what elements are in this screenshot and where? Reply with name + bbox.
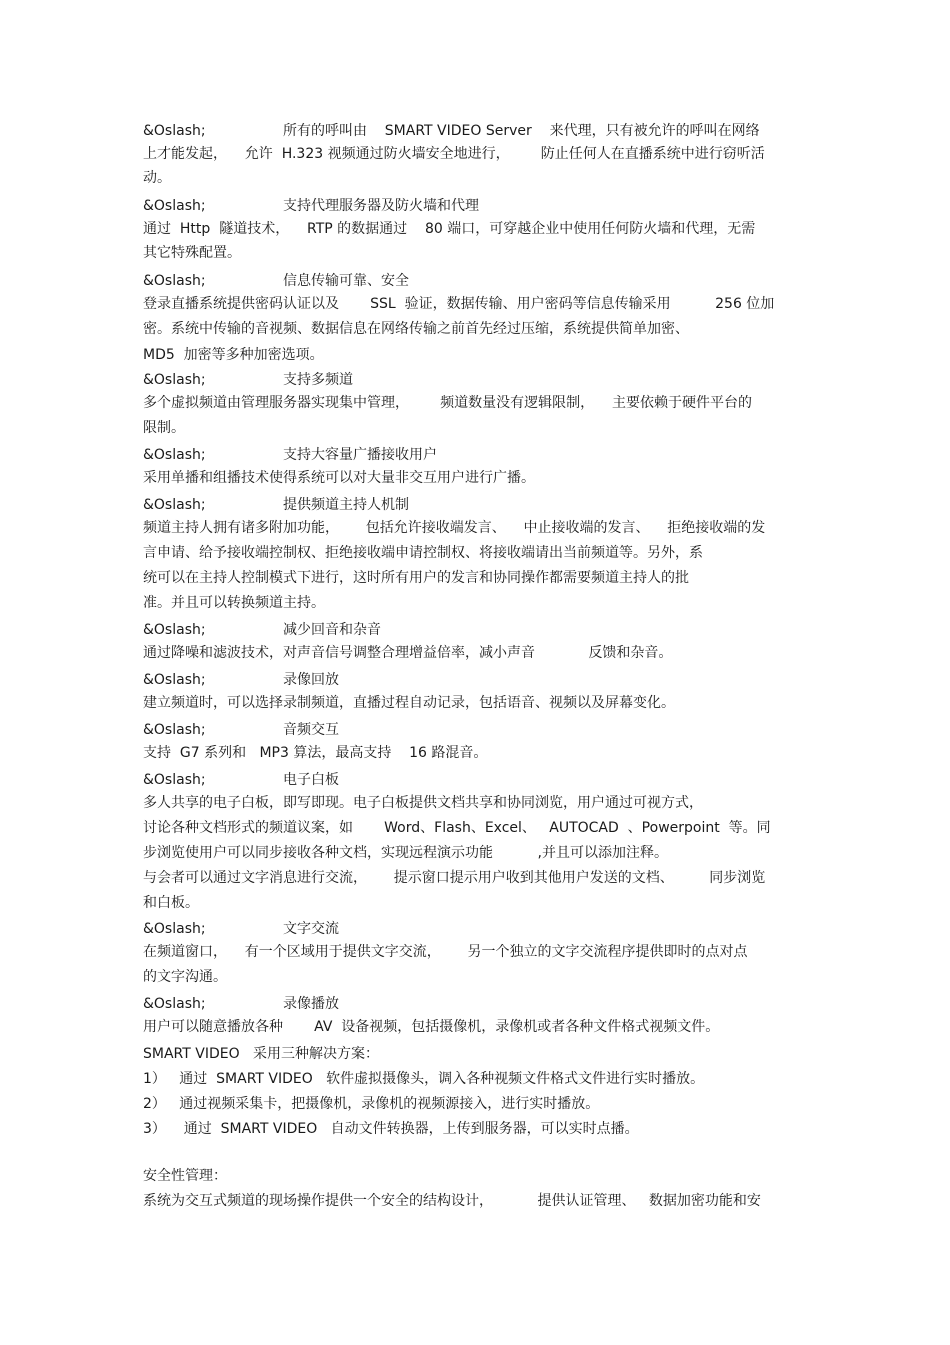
body-line: 动。 bbox=[143, 170, 171, 186]
numbered-item: 3） 通过 SMART VIDEO 自动文件转换器，上传到服务器，可以实时点播。 bbox=[143, 1121, 639, 1137]
feature-heading bbox=[143, 445, 437, 465]
feature-heading bbox=[143, 495, 409, 515]
body-line: 准。并且可以转换频道主持。 bbox=[143, 595, 325, 611]
body-line: 通过 Http 隧道技术， RTP 的数据通过 80 端口，可穿越企业中使用任何防火墙和代理，无需 bbox=[143, 221, 756, 237]
body-line: 限制。 bbox=[143, 420, 185, 436]
bullet-marker: &Oslash; bbox=[143, 921, 206, 937]
heading-text: 录像播放 bbox=[283, 996, 339, 1012]
numbered-item: 2） 通过视频采集卡，把摄像机，录像机的视频源接入，进行实时播放。 bbox=[143, 1096, 600, 1112]
bullet-marker: &Oslash; bbox=[143, 672, 206, 688]
body-line: 步浏览使用户可以同步接收各种文档，实现远程演示功能 ,并且可以添加注释。 bbox=[143, 845, 668, 861]
body-line: 在频道窗口， 有一个区域用于提供文字交流， 另一个独立的文字交流程序提供即时的点对点 bbox=[143, 944, 748, 960]
bullet-marker: &Oslash; bbox=[143, 497, 206, 513]
body-line: 多人共享的电子白板，即写即现。电子白板提供文档共享和协同浏览，用户通过可视方式， bbox=[143, 795, 703, 811]
bullet-marker: &Oslash; bbox=[143, 622, 206, 638]
bullet-marker: &Oslash; bbox=[143, 123, 206, 139]
body-line: 登录直播系统提供密码认证以及 SSL 验证，数据传输、用户密码等信息传输采用 256 位加 bbox=[143, 296, 775, 312]
body-line: 的文字沟通。 bbox=[143, 969, 227, 985]
heading-text: 支持代理服务器及防火墙和代理 bbox=[283, 198, 479, 214]
body-line: 与会者可以通过文字消息进行交流， 提示窗口提示用户收到其他用户发送的文档、 同步浏览 bbox=[143, 870, 766, 886]
feature-heading bbox=[143, 919, 339, 939]
heading-text: 文字交流 bbox=[283, 921, 339, 937]
body-line: MD5 加密等多种加密选项。 bbox=[143, 347, 324, 363]
bullet-marker: &Oslash; bbox=[143, 372, 206, 388]
bullet-marker: &Oslash; bbox=[143, 722, 206, 738]
heading-text: 录像回放 bbox=[283, 672, 339, 688]
feature-heading bbox=[143, 121, 760, 141]
heading-text: 支持多频道 bbox=[283, 372, 353, 388]
body-line: 用户可以随意播放各种 AV 设备视频，包括摄像机，录像机或者各种文件格式视频文件。 bbox=[143, 1019, 720, 1035]
heading-text: 所有的呼叫由 SMART VIDEO Server 来代理，只有被允许的呼叫在网络 bbox=[283, 123, 760, 139]
bullet-marker: &Oslash; bbox=[143, 996, 206, 1012]
bullet-marker: &Oslash; bbox=[143, 447, 206, 463]
body-line: 上才能发起， 允许 H.323 视频通过防火墙安全地进行， 防止任何人在直播系统中进行窃听活 bbox=[143, 146, 765, 162]
feature-heading bbox=[143, 770, 339, 790]
body-line: 建立频道时，可以选择录制频道，直播过程自动记录，包括语音、视频以及屏幕变化。 bbox=[143, 695, 675, 711]
body-line: 统可以在主持人控制模式下进行，这时所有用户的发言和协同操作都需要频道主持人的批 bbox=[143, 570, 689, 586]
heading-text: 音频交互 bbox=[283, 722, 339, 738]
body-line: 采用单播和组播技术使得系统可以对大量非交互用户进行广播。 bbox=[143, 470, 535, 486]
body-line: 密。系统中传输的音视频、数据信息在网络传输之前首先经过压缩，系统提供简单加密、 bbox=[143, 321, 689, 337]
body-line: 通过降噪和滤波技术，对声音信号调整合理增益倍率，减小声音 反馈和杂音。 bbox=[143, 645, 673, 661]
body-line: 支持 G7 系列和 MP3 算法，最高支持 16 路混音。 bbox=[143, 745, 488, 761]
heading-text: 电子白板 bbox=[283, 772, 339, 788]
body-line: 频道主持人拥有诸多附加功能， 包括允许接收端发言、 中止接收端的发言、 拒绝接收端的发 bbox=[143, 520, 766, 536]
feature-heading bbox=[143, 720, 339, 740]
section-heading: 安全性管理： bbox=[143, 1168, 227, 1184]
feature-heading bbox=[143, 994, 339, 1014]
body-line: 其它特殊配置。 bbox=[143, 245, 241, 261]
body-line: SMART VIDEO 采用三种解决方案： bbox=[143, 1046, 379, 1062]
numbered-item: 1） 通过 SMART VIDEO 软件虚拟摄像头，调入各种视频文件格式文件进行实时播放。 bbox=[143, 1071, 705, 1087]
feature-heading bbox=[143, 196, 479, 216]
body-line: 多个虚拟频道由管理服务器实现集中管理， 频道数量没有逻辑限制， 主要依赖于硬件平台的 bbox=[143, 395, 752, 411]
bullet-marker: &Oslash; bbox=[143, 273, 206, 289]
heading-text: 提供频道主持人机制 bbox=[283, 497, 409, 513]
heading-text: 支持大容量广播接收用户 bbox=[283, 447, 437, 463]
feature-heading bbox=[143, 271, 409, 291]
body-line: 和白板。 bbox=[143, 895, 199, 911]
feature-heading bbox=[143, 670, 339, 690]
heading-text: 减少回音和杂音 bbox=[283, 622, 381, 638]
body-line: 讨论各种文档形式的频道议案，如 Word、Flash、Excel、 AUTOCAD 、Powerpoint 等。同 bbox=[143, 820, 771, 836]
feature-heading bbox=[143, 370, 353, 390]
body-line: 系统为交互式频道的现场操作提供一个安全的结构设计， 提供认证管理、 数据加密功能和安 bbox=[143, 1193, 761, 1209]
feature-heading bbox=[143, 620, 381, 640]
heading-text: 信息传输可靠、安全 bbox=[283, 273, 409, 289]
bullet-marker: &Oslash; bbox=[143, 198, 206, 214]
bullet-marker: &Oslash; bbox=[143, 772, 206, 788]
body-line: 言申请、给予接收端控制权、拒绝接收端申请控制权、将接收端请出当前频道等。另外，系 bbox=[143, 545, 703, 561]
